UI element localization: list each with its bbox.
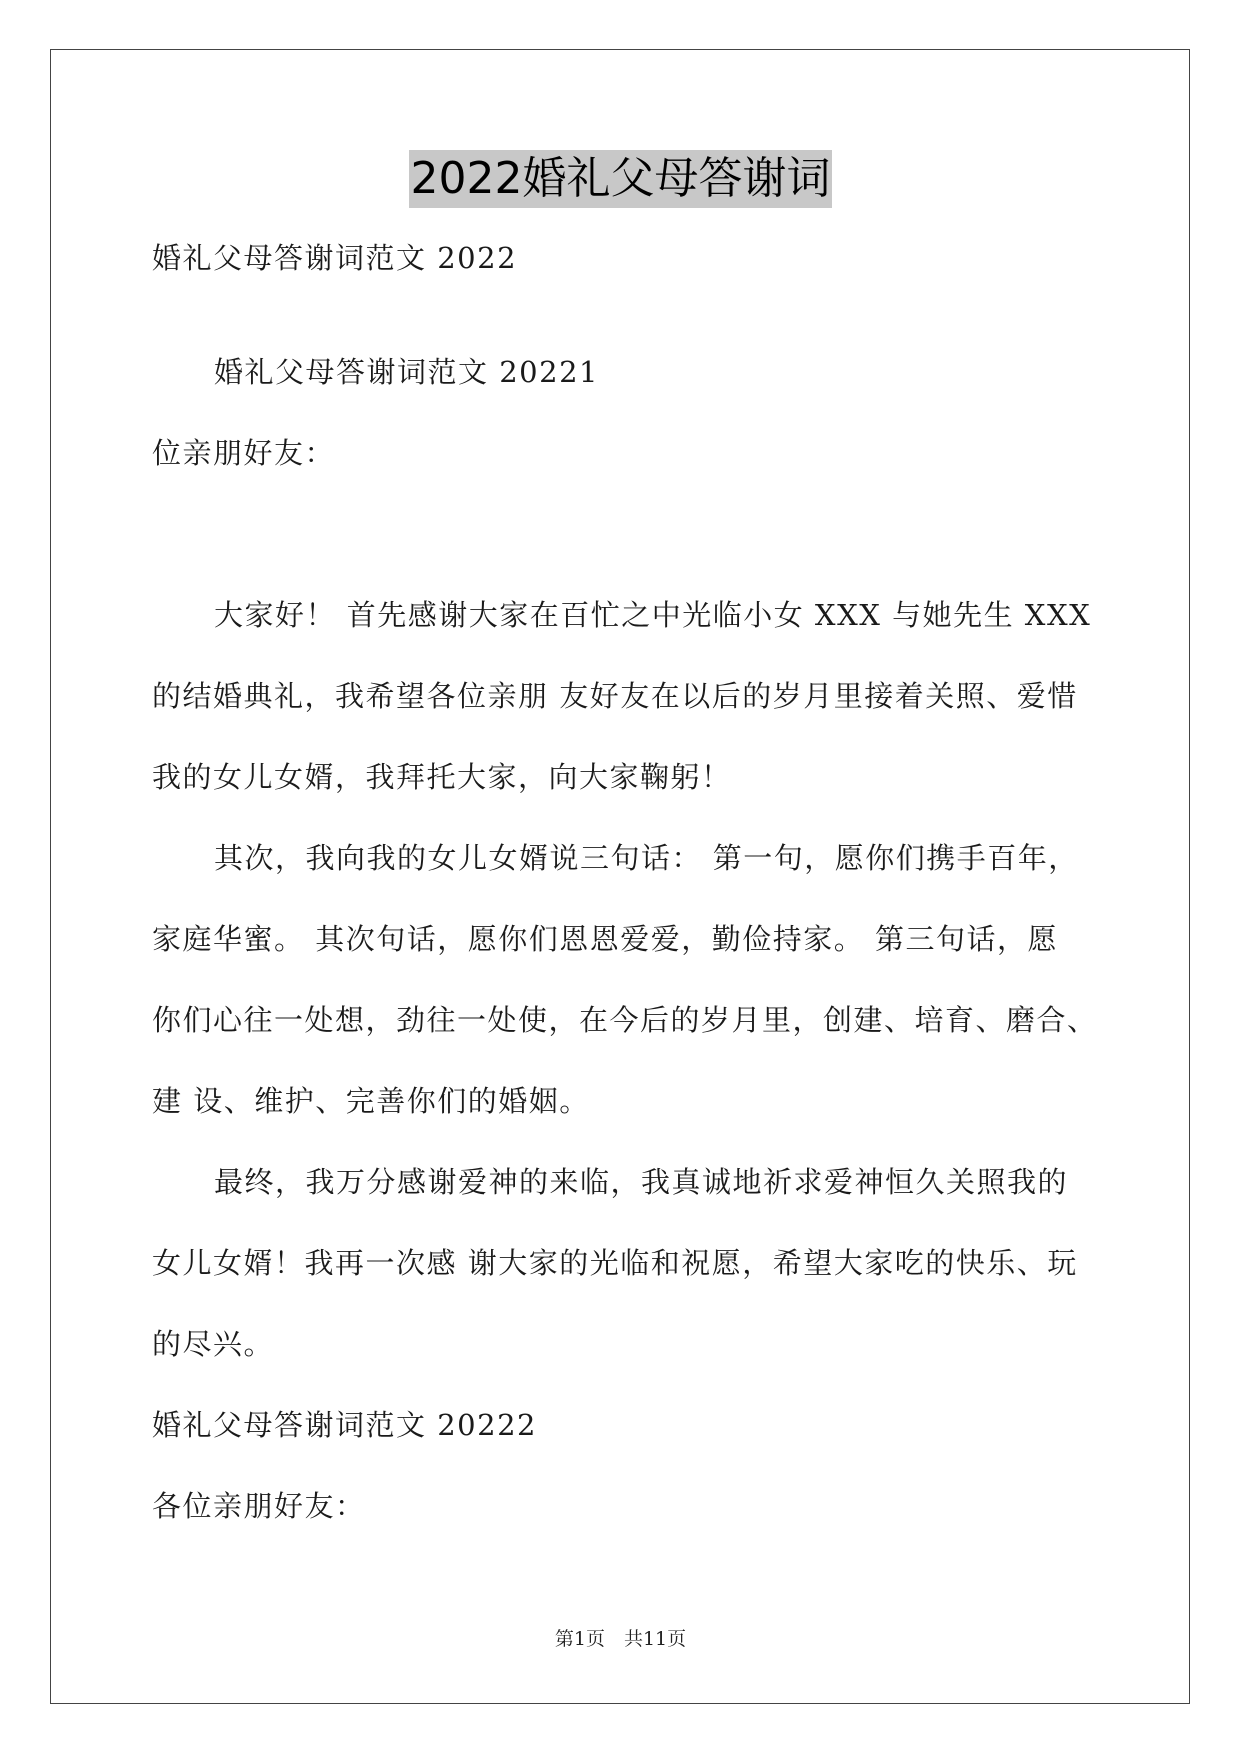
section-heading-2: 婚礼父母答谢词范文 20222 bbox=[152, 1408, 537, 1442]
salutation-1: 位亲朋好友： bbox=[152, 436, 336, 470]
body-line: 的结婚典礼，我希望各位亲朋 友好友在以后的岁月里接着关照、爱惜 bbox=[152, 679, 1078, 713]
body-line: 我的女儿女婿，我拜托大家，向大家鞠躬！ bbox=[152, 760, 732, 794]
body-line: 其次，我向我的女儿女婿说三句话： 第一句，愿你们携手百年， bbox=[214, 841, 1079, 875]
title-container bbox=[0, 150, 1241, 208]
body-line: 建 设、维护、完善你们的婚姻。 bbox=[152, 1084, 590, 1118]
salutation-2: 各位亲朋好友： bbox=[152, 1489, 366, 1523]
document-title: 2022婚礼父母答谢词 bbox=[409, 150, 833, 208]
section-heading-1: 婚礼父母答谢词范文 20221 bbox=[214, 355, 599, 389]
body-line: 大家好！ 首先感谢大家在百忙之中光临小女 XXX 与她先生 XXX bbox=[214, 598, 1092, 632]
body-line: 家庭华蜜。 其次句话，愿你们恩恩爱爱，勤俭持家。 第三句话，愿 bbox=[152, 922, 1058, 956]
page-footer: 第1页 共11页 bbox=[554, 1628, 687, 1650]
body-line: 你们心往一处想，劲往一处使，在今后的岁月里，创建、培育、磨合、 bbox=[152, 1003, 1098, 1037]
body-line: 女儿女婿！我再一次感 谢大家的光临和祝愿，希望大家吃的快乐、玩 bbox=[152, 1246, 1078, 1280]
body-line: 的尽兴。 bbox=[152, 1327, 275, 1361]
body-line: 最终，我万分感谢爱神的来临，我真诚地祈求爱神恒久关照我的 bbox=[214, 1165, 1069, 1199]
subtitle-line: 婚礼父母答谢词范文 2022 bbox=[152, 241, 518, 275]
